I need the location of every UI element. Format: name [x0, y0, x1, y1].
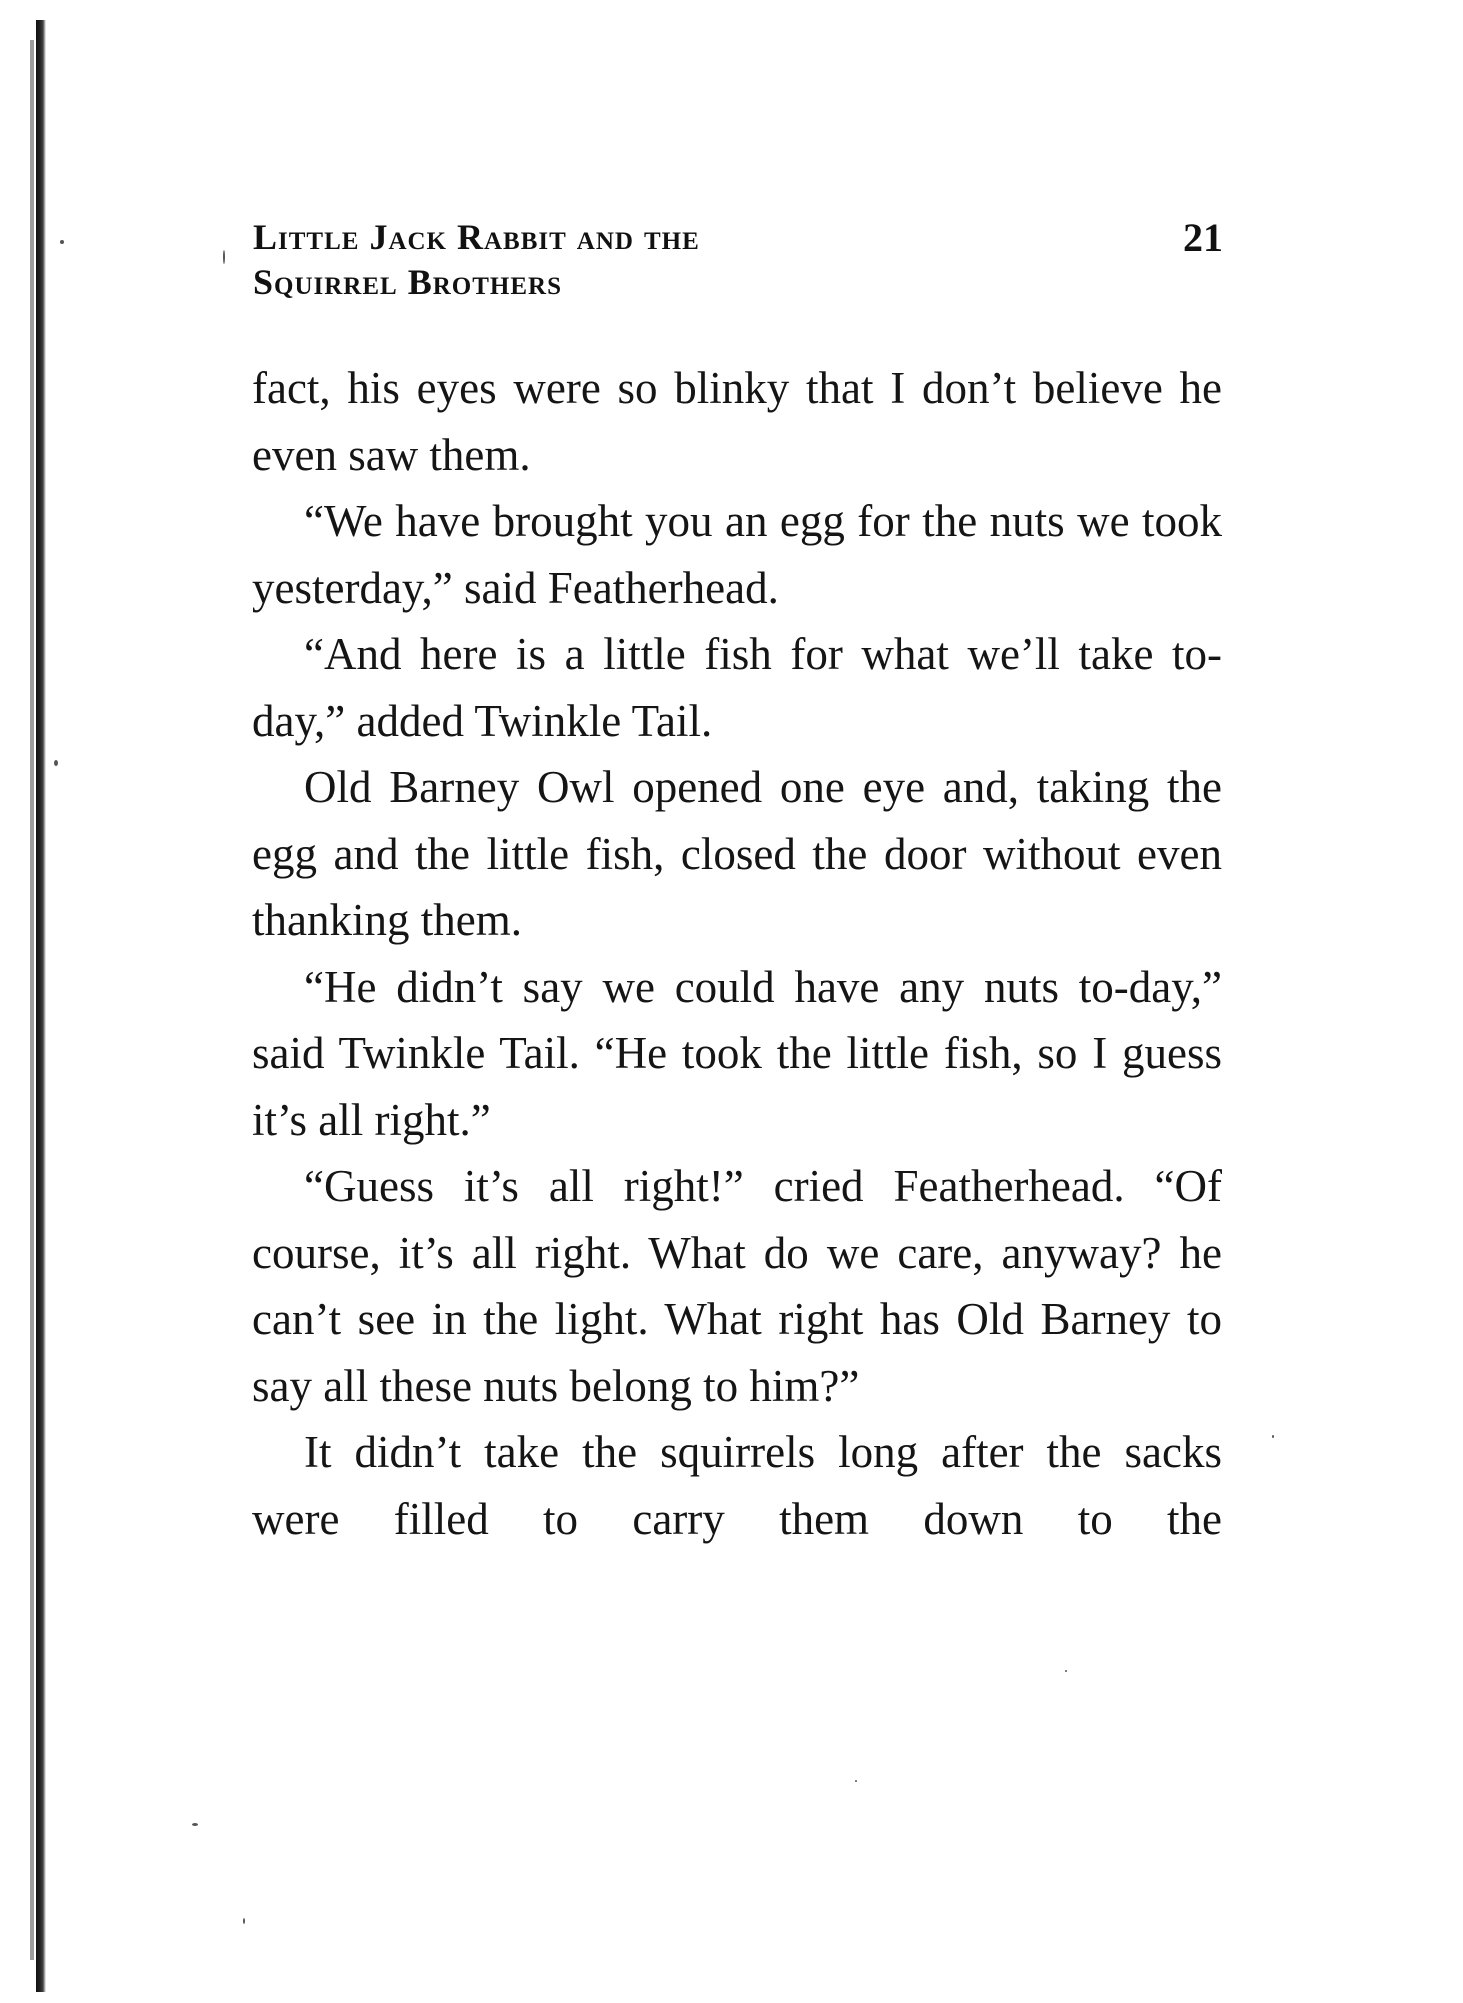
paragraph-2: “We have brought you an egg for the nuts we took yesterday,” said Featherhead. [252, 496, 1222, 613]
scan-speck [1272, 1435, 1274, 1438]
binding-edge [36, 20, 46, 1992]
binding-shadow [30, 40, 34, 1960]
running-head [253, 215, 1223, 325]
scan-speck [223, 250, 225, 264]
running-title-line-1: Little Jack Rabbit and the [253, 217, 700, 257]
running-title-line-2: Squirrel Brothers [253, 262, 562, 302]
paragraph-1: fact, his eyes were so blinky that I don’t believe he even saw them. [252, 363, 1222, 480]
scan-speck [60, 240, 64, 244]
paragraph-7: It didn’t take the squirrels long after the sacks were filled to carry them down to the [252, 1427, 1222, 1544]
page-number: 21 [1183, 215, 1223, 260]
scan-speck [1065, 1670, 1067, 1672]
scan-speck [54, 760, 58, 766]
paragraph-6: “Guess it’s all right!” cried Featherhead. “Of course, it’s all right. What do we care, anyway? he can’t see in the light. What right has Old Barney to say all these nuts belong to him?” [252, 1161, 1222, 1411]
body-text [252, 355, 1222, 1552]
paragraph-5: “He didn’t say we could have any nuts to-day,” said Twinkle Tail. “He took the little fish, so I guess it’s all right.” [252, 961, 1222, 1145]
scan-speck [192, 1823, 198, 1826]
scan-speck [243, 1918, 245, 1924]
paragraph-3: “And here is a little fish for what we’ll take to-day,” added Twinkle Tail. [252, 629, 1222, 746]
running-title [253, 215, 700, 305]
scan-speck [855, 1780, 857, 1782]
paragraph-4: Old Barney Owl opened one eye and, taking the egg and the little fish, closed the door without even thanking them. [252, 762, 1222, 945]
